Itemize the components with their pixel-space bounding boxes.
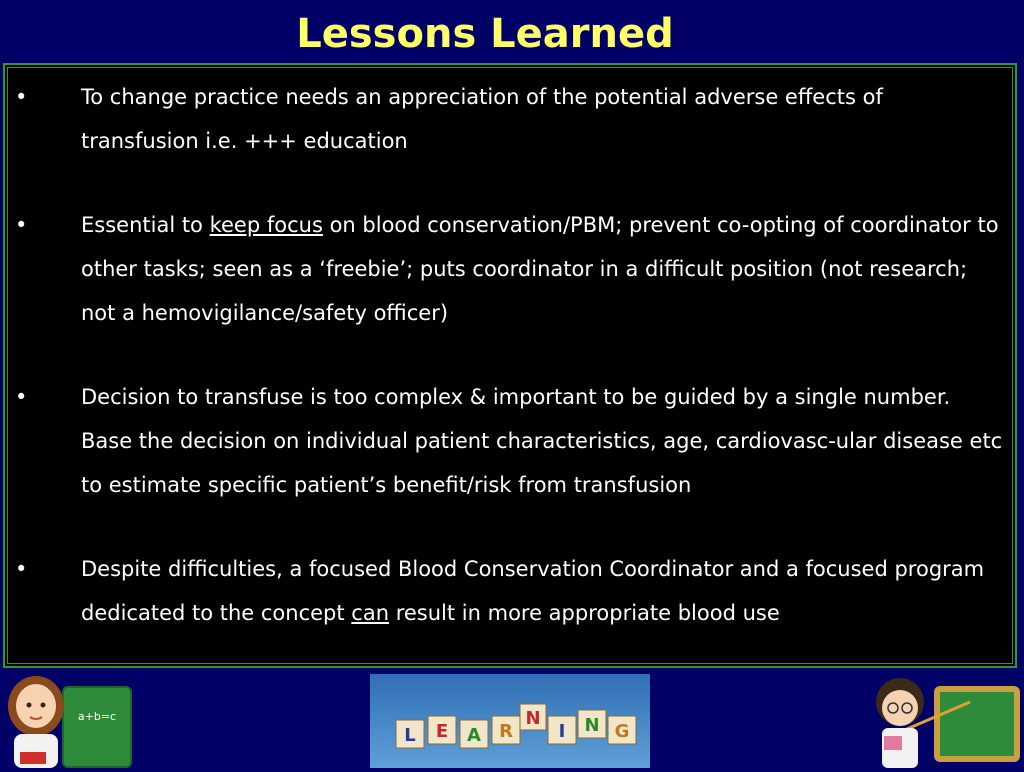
block-letter: L xyxy=(404,725,416,746)
girl-teacher-illustration xyxy=(0,672,135,768)
learning-blocks-illustration xyxy=(370,674,650,768)
footer xyxy=(0,670,1024,768)
boy-teacher-illustration xyxy=(870,672,1024,768)
bullet-emphasis: keep focus xyxy=(209,213,323,237)
bullet-text: Essential to xyxy=(81,213,210,237)
bullet-list xyxy=(5,65,1015,635)
bullet-item xyxy=(5,375,1005,507)
block-letter: N xyxy=(525,708,541,729)
learning-blocks-panel xyxy=(370,674,650,768)
content-box xyxy=(3,63,1017,668)
bullet-dot: • xyxy=(15,557,28,581)
block-letter: I xyxy=(558,721,566,742)
block-letter: A xyxy=(467,725,481,746)
bullet-dot: • xyxy=(15,213,28,237)
bullet-text: on blood conservation/PBM; prevent co-opting of coordinator to other tasks; seen as a ‘freebie’; puts coordinator in a difficult position (not research; not a hemovigilance/safety officer) xyxy=(81,213,999,325)
bullet-dot: • xyxy=(15,85,28,109)
bullet-item xyxy=(5,75,1005,163)
bullet-item xyxy=(5,547,1005,635)
chalkboard-text: a+b=c xyxy=(77,710,117,723)
block-letter: N xyxy=(584,715,600,736)
bullet-text: result in more appropriate blood use xyxy=(389,601,780,625)
block-letter: E xyxy=(435,721,449,742)
bullet-text: Decision to transfuse is too complex & important to be guided by a single number. Base the decision on individual patient characteristics, age, cardiovasc-ular disease etc to estimate specific patient’s benefit/risk from transfusion xyxy=(81,385,1003,497)
bullet-text: Despite difficulties, a focused Blood Conservation Coordinator and a focused program dedicated to the concept xyxy=(81,557,985,625)
slide-title: Lessons Learned xyxy=(296,11,674,57)
bullet-emphasis: can xyxy=(351,601,390,625)
bullet-dot: • xyxy=(15,385,28,409)
block-letter: R xyxy=(499,721,513,742)
bullet-item xyxy=(5,203,1005,335)
bullet-text: To change practice needs an appreciation of the potential adverse effects of transfusion i.e. +++ education xyxy=(81,85,883,153)
block-letter: G xyxy=(614,721,630,742)
